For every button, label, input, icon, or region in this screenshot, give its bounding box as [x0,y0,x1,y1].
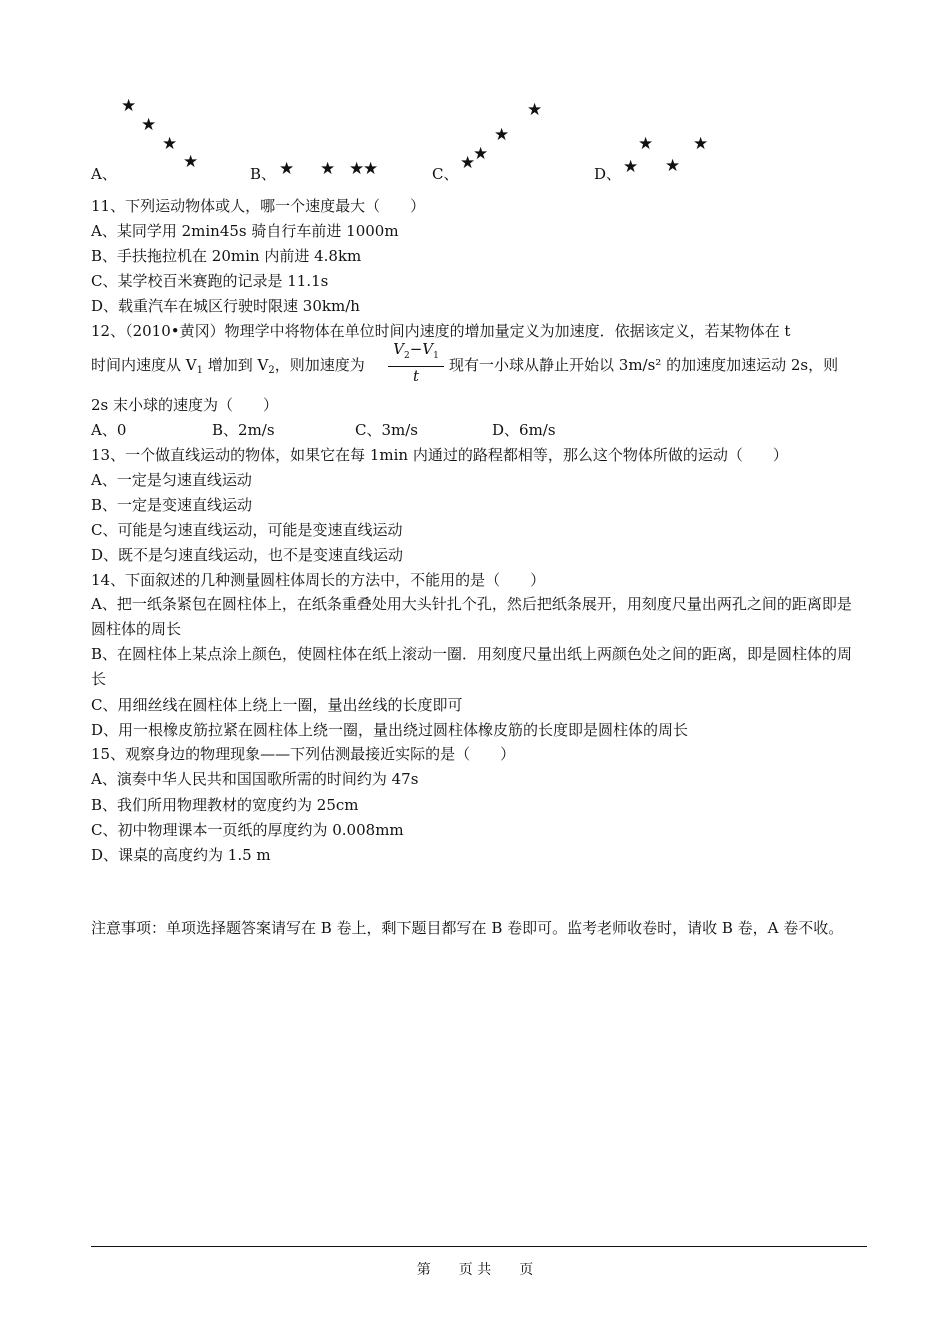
q12-stem-line3: 2s 末小球的速度为（ ） [91,396,279,414]
q11-stem: 11、下列运动物体或人，哪一个速度最大（ ） [91,197,426,215]
star-icon: ★ [527,100,543,120]
q14-option-b: B、在圆柱体上某点涂上颜色，使圆柱体在纸上滚动一圈．用刻度尺量出纸上两颜色处之间的距离，即是圆柱体的周长 [91,645,853,688]
q13-option-b: B、一定是变速直线运动 [91,496,253,514]
star-icon: ★ [363,159,379,179]
star-icon: ★ [693,134,709,154]
formula-denominator: t [412,367,420,385]
page-footer: 第 页 共 页 [416,1262,534,1278]
q11-option-c: C、某学校百米赛跑的记录是 11.1s [91,272,329,290]
star-icon: ★ [183,152,199,172]
q13-option-a: A、一定是匀速直线运动 [91,471,252,489]
q13-option-d: D、既不是匀速直线运动，也不是变速直线运动 [91,546,404,564]
star-icon: ★ [279,159,295,179]
exam-notice: 注意事项：单项选择题答案请写在 B 卷上，剩下题目都写在 B 卷即可。监考老师收卷时，请收 B 卷，A 卷不收。 [91,919,844,937]
q15-option-d: D、课桌的高度约为 1.5 m [91,846,271,864]
star-icon: ★ [494,125,510,145]
star-icon: ★ [320,159,336,179]
q12-sub: 2 [268,365,275,376]
q12-stem-line2-after: 现有一小球从静止开始以 3m/s² 的加速度加速运动 2s，则 [449,356,839,374]
q12-text: 增加到 V [202,356,269,374]
figure-option-c-label: C、 [432,165,459,183]
star-icon: ★ [638,134,654,154]
q14-option-c: C、用细丝线在圆柱体上绕上一圈，量出丝线的长度即可 [91,696,463,714]
q15-option-c: C、初中物理课本一页纸的厚度约为 0.008mm [91,821,404,839]
q13-option-c: C、可能是匀速直线运动，可能是变速直线运动 [91,521,403,539]
q12-option-b: B、2m/s [212,421,275,439]
formula-v1: V [422,340,434,358]
q12-sub: 1 [196,365,203,376]
star-icon: ★ [162,134,178,154]
q12-stem-line1: 12、（2010•黄冈）物理学中将物体在单位时间内速度的增加量定义为加速度．依据该定义，若某物体在 t [91,322,791,340]
q12-option-c: C、3m/s [355,421,418,439]
star-icon: ★ [623,157,639,177]
q12-option-a: A、0 [91,421,127,439]
q11-option-b: B、手扶拖拉机在 20min 内前进 4.8km [91,247,362,265]
figure-option-d-label: D、 [594,165,622,183]
q14-option-a: A、把一纸条紧包在圆柱体上，在纸条重叠处用大头针扎个孔，然后把纸条展开，用刻度尺量出两孔之间的距离即是圆柱体的周长 [91,595,852,638]
q14-stem: 14、下面叙述的几种测量圆柱体周长的方法中，不能用的是（ ） [91,571,546,589]
figure-option-b-label: B、 [250,165,277,183]
q11-option-a: A、某同学用 2min45s 骑自行车前进 1000m [91,222,399,240]
star-icon: ★ [473,144,489,164]
formula-minus: − [409,340,423,358]
star-icon: ★ [141,115,157,135]
acceleration-formula [388,340,444,385]
q11-option-d: D、载重汽车在城区行驶时限速 30km/h [91,297,360,315]
star-icon: ★ [349,159,365,179]
q12-stem-line2 [91,355,365,381]
q14-option-d: D、用一根橡皮筋拉紧在圆柱体上绕一圈，量出绕过圆柱体橡皮筋的长度即是圆柱体的周长 [91,721,689,739]
q15-option-b: B、我们所用物理教材的宽度约为 25cm [91,796,359,814]
formula-v2: V [393,340,404,358]
footer-divider [91,1246,867,1247]
star-icon: ★ [460,153,476,173]
q15-option-a: A、演奏中华人民共和国国歌所需的时间约为 47s [91,770,419,788]
q12-text: 时间内速度从 V [91,356,197,374]
formula-sub: 2 [403,351,410,361]
q12-text: ，则加速度为 [274,356,365,374]
q13-stem: 13、一个做直线运动的物体，如果它在每 1min 内通过的路程都相等，那么这个物体所做的运动（ ） [91,446,788,464]
figure-option-a-label: A、 [91,165,117,183]
formula-sub: 1 [433,351,439,361]
star-icon: ★ [121,96,137,116]
q12-option-d: D、6m/s [492,421,556,439]
q15-stem: 15、观察身边的物理现象——下列估测最接近实际的是（ ） [91,745,516,763]
formula-numerator [388,340,444,367]
star-icon: ★ [665,156,681,176]
